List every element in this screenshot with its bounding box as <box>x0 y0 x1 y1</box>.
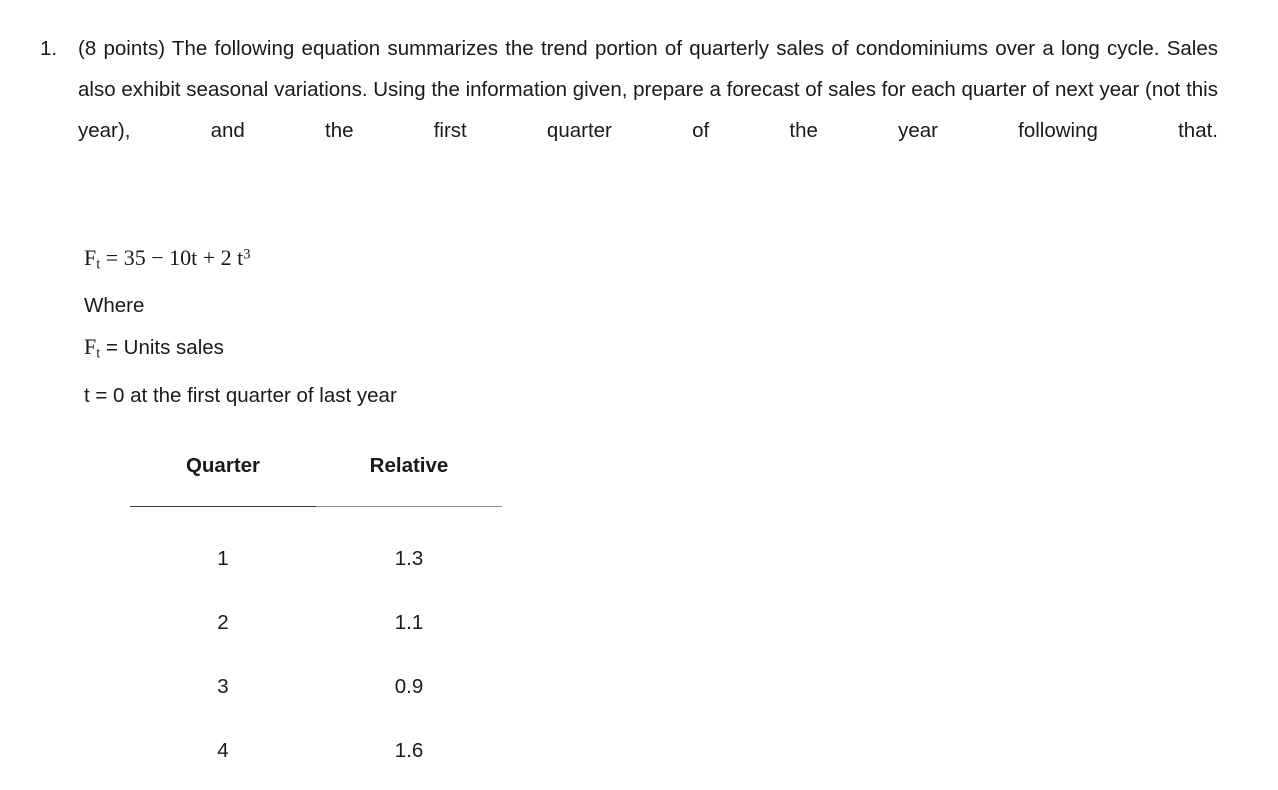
divider-line-dark <box>130 506 316 507</box>
cell-quarter: 1 <box>217 546 229 570</box>
table-head <box>130 454 502 486</box>
cell-quarter: 4 <box>217 738 229 762</box>
table-row <box>130 655 502 719</box>
divider-line-light <box>316 506 502 507</box>
formula-equation-rhs: = 35 − 10t + 2 $t^3$ <box>100 244 251 270</box>
cell-quarter: 3 <box>217 674 229 698</box>
table-divider-right <box>316 486 502 527</box>
table-divider-left <box>130 486 316 527</box>
table-header-row <box>130 454 502 486</box>
relative-table-wrapper <box>40 454 1222 783</box>
cell-quarter: 2 <box>217 610 229 634</box>
formula-equation <box>84 234 1222 285</box>
table-row <box>130 527 502 591</box>
formula-symbol-ft: $F_t$ <box>84 244 101 273</box>
formula-definition-t: t = 0 at the first quarter of last year <box>84 383 397 407</box>
question-body <box>78 28 1218 192</box>
formula-where-label: Where <box>84 294 145 318</box>
question-number: 1. <box>40 37 58 60</box>
question-block <box>40 28 1222 192</box>
cell-relative: 0.9 <box>394 674 424 698</box>
table-row <box>130 719 502 783</box>
cell-relative: 1.1 <box>394 610 424 634</box>
cell-relative: 1.3 <box>394 546 424 570</box>
relative-table <box>130 454 502 783</box>
table-row <box>130 591 502 655</box>
table-divider-row <box>130 486 502 527</box>
table-header-quarter: Quarter <box>185 453 261 477</box>
cell-relative: 1.6 <box>394 738 424 762</box>
question-text: (8 points) The following equation summarizes the trend portion of quarterly sales of condominiums over a long cycle. Sales also exhibit seasonal variations. Using the information given, prepare a forecast of sales for each quarter of next year (not this year), and the first quarter of the year following that. <box>78 37 1218 142</box>
definition-ft-text: = Units sales <box>100 336 224 360</box>
formula-block <box>40 234 1222 416</box>
table-body <box>130 486 502 783</box>
formula-definition-ft <box>84 326 1222 375</box>
table-header-relative: Relative <box>369 453 449 477</box>
definition-symbol-ft: $F_t$ <box>84 334 101 362</box>
